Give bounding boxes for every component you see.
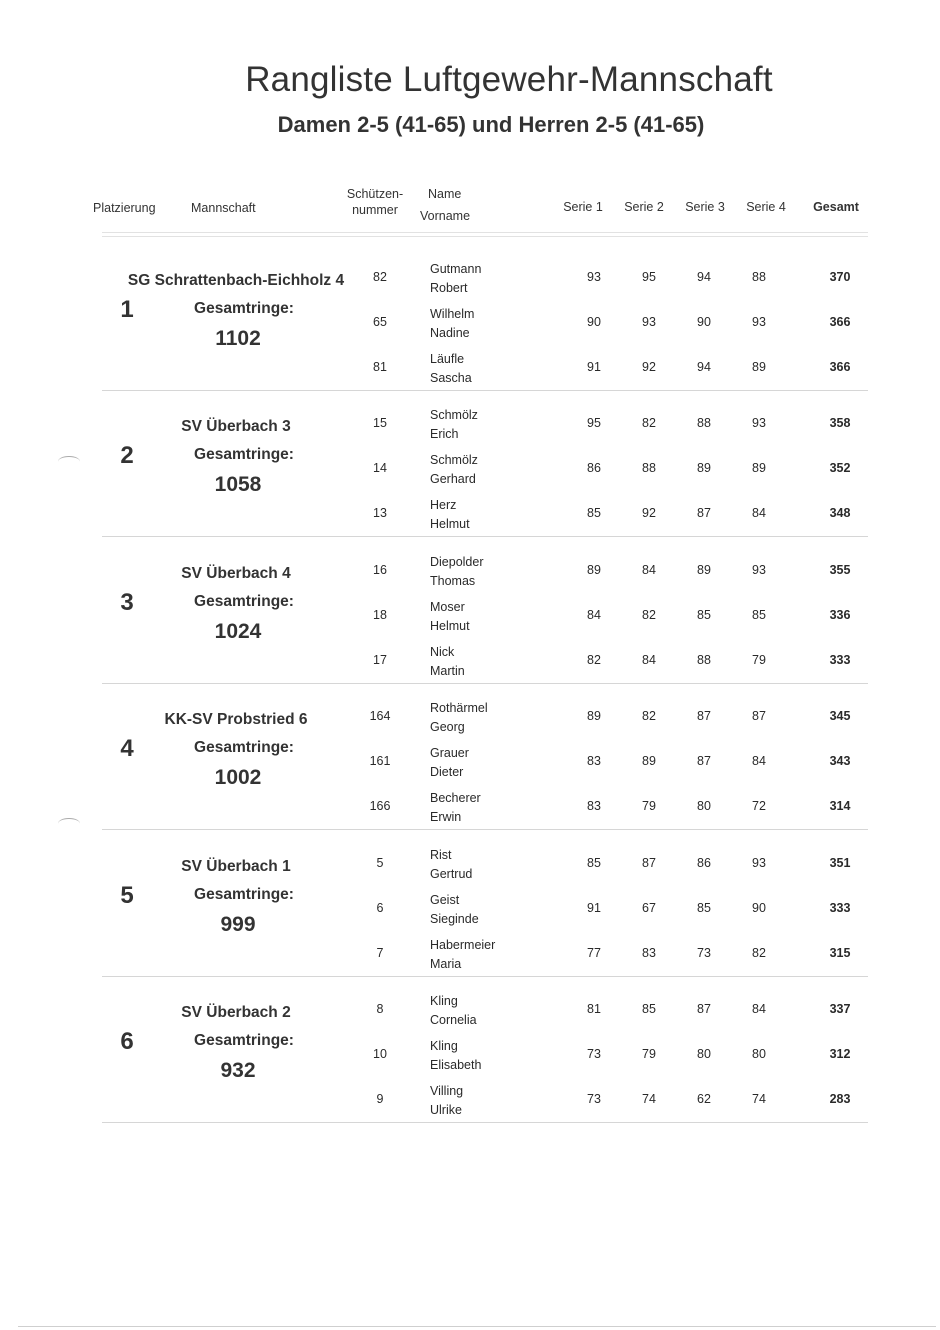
- shooter-last-name: Rothärmel: [430, 701, 488, 715]
- series-4-score: 93: [752, 563, 766, 577]
- team-total-label: Gesamtringe:: [194, 300, 294, 317]
- series-3-score: 94: [697, 270, 711, 284]
- series-3-score: 85: [697, 901, 711, 915]
- team-total-label: Gesamtringe:: [194, 446, 294, 463]
- series-3-score: 87: [697, 1002, 711, 1016]
- series-1-score: 83: [587, 754, 601, 768]
- shooter-first-name: Sieginde: [430, 912, 479, 926]
- series-3-score: 80: [697, 799, 711, 813]
- shooter-last-name: Becherer: [430, 791, 481, 805]
- series-2-score: 67: [642, 901, 656, 915]
- shooter-first-name: Elisabeth: [430, 1058, 482, 1072]
- team-total-label: Gesamtringe:: [194, 1032, 294, 1049]
- series-1-score: 89: [587, 709, 601, 723]
- header-team: Mannschaft: [191, 201, 256, 215]
- shooter-name: [430, 846, 472, 884]
- series-2-score: 82: [642, 608, 656, 622]
- series-2-score: 84: [642, 653, 656, 667]
- shooter-total-score: 283: [829, 1092, 851, 1106]
- shooter-total-score: 333: [829, 653, 851, 667]
- series-4-score: 89: [752, 360, 766, 374]
- series-3-score: 62: [697, 1092, 711, 1106]
- shooter-name: [430, 260, 481, 298]
- shooter-last-name: Gutmann: [430, 262, 482, 276]
- series-2-score: 84: [642, 563, 656, 577]
- shooter-number: 8: [376, 1002, 384, 1016]
- shooter-last-name: Läufle: [430, 352, 465, 366]
- shooter-first-name: Erwin: [430, 810, 462, 824]
- shooter-total-score: 333: [829, 901, 851, 915]
- shooter-number: 5: [376, 856, 384, 870]
- shooter-last-name: Moser: [430, 600, 465, 614]
- series-4-score: 93: [752, 856, 766, 870]
- shooter-last-name: Nick: [430, 645, 455, 659]
- shooter-row: [102, 639, 868, 683]
- series-1-score: 77: [587, 946, 601, 960]
- series-2-score: 92: [642, 360, 656, 374]
- shooter-number: 7: [376, 946, 384, 960]
- team-place: 2: [120, 442, 134, 469]
- shooter-name: [430, 598, 470, 636]
- team-total-rings: 1058: [214, 473, 262, 496]
- series-4-score: 84: [752, 506, 766, 520]
- shooter-row: [102, 256, 868, 300]
- team-name: SV Überbach 1: [181, 858, 291, 875]
- series-4-score: 85: [752, 608, 766, 622]
- header-series-4: Serie 4: [746, 200, 786, 214]
- shooter-name: [430, 643, 465, 681]
- shooter-first-name: Erich: [430, 427, 459, 441]
- header-series-2: Serie 2: [624, 200, 664, 214]
- header-placement: Platzierung: [93, 201, 156, 215]
- margin-mark: [58, 818, 80, 829]
- series-2-score: 83: [642, 946, 656, 960]
- shooter-last-name: Schmölz: [430, 408, 478, 422]
- series-4-score: 88: [752, 270, 766, 284]
- shooter-number: 6: [376, 901, 384, 915]
- header-first-name: Vorname: [420, 209, 471, 223]
- shooter-number: 10: [373, 1047, 387, 1061]
- series-3-score: 90: [697, 315, 711, 329]
- series-4-score: 90: [752, 901, 766, 915]
- shooter-row: [102, 695, 868, 739]
- shooter-total-score: 337: [829, 1002, 851, 1016]
- team-name: SV Überbach 3: [181, 418, 291, 435]
- shooter-row: [102, 740, 868, 784]
- series-3-score: 87: [697, 709, 711, 723]
- shooter-first-name: Sascha: [430, 371, 472, 385]
- shooter-row: [102, 301, 868, 345]
- shooter-number: 17: [373, 653, 387, 667]
- shooter-number: 13: [373, 506, 387, 520]
- series-3-score: 87: [697, 506, 711, 520]
- shooter-total-score: 336: [829, 608, 851, 622]
- shooter-first-name: Thomas: [430, 574, 476, 588]
- header-shooter-number: Schützen- nummer: [346, 187, 404, 217]
- shooter-row: [102, 1078, 868, 1122]
- margin-mark: [58, 456, 80, 467]
- team-block: [102, 390, 868, 536]
- shooter-number: 9: [376, 1092, 384, 1106]
- series-2-score: 79: [642, 799, 656, 813]
- shooter-first-name: Dieter: [430, 765, 464, 779]
- shooter-row: [102, 887, 868, 931]
- shooter-name: [430, 699, 488, 737]
- shooter-total-score: 355: [829, 563, 851, 577]
- shooter-total-score: 358: [829, 416, 851, 430]
- series-2-score: 88: [642, 461, 656, 475]
- team-block: [102, 683, 868, 829]
- shooter-last-name: Diepolder: [430, 555, 484, 569]
- series-4-score: 79: [752, 653, 766, 667]
- header-rule: [102, 232, 868, 233]
- series-3-score: 88: [697, 416, 711, 430]
- shooter-first-name: Helmut: [430, 619, 470, 633]
- shooter-total-score: 314: [829, 799, 851, 813]
- series-2-score: 74: [642, 1092, 656, 1106]
- team-name: SV Überbach 4: [181, 565, 291, 582]
- series-1-score: 82: [587, 653, 601, 667]
- header-rule-second: [102, 236, 868, 237]
- team-total-rings: 932: [220, 1059, 256, 1082]
- series-1-score: 73: [587, 1047, 601, 1061]
- shooter-number: 14: [373, 461, 387, 475]
- series-1-score: 91: [587, 360, 601, 374]
- series-4-score: 93: [752, 416, 766, 430]
- shooter-row: [102, 549, 868, 593]
- shooter-number: 15: [373, 416, 387, 430]
- series-4-score: 93: [752, 315, 766, 329]
- series-4-score: 72: [752, 799, 766, 813]
- team-total-label: Gesamtringe:: [194, 886, 294, 903]
- series-2-score: 79: [642, 1047, 656, 1061]
- shooter-row: [102, 785, 868, 829]
- shooter-number: 16: [373, 563, 387, 577]
- shooter-first-name: Martin: [430, 664, 465, 678]
- shooter-name: [430, 496, 470, 534]
- shooter-name: [430, 789, 481, 827]
- page-title: Rangliste Luftgewehr-Mannschaft: [245, 60, 773, 99]
- header-series-1: Serie 1: [563, 200, 603, 214]
- shooter-first-name: Robert: [430, 281, 468, 295]
- shooter-first-name: Helmut: [430, 517, 470, 531]
- shooter-first-name: Georg: [430, 720, 465, 734]
- shooter-row: [102, 1033, 868, 1077]
- team-name: KK-SV Probstried 6: [164, 711, 308, 728]
- shooter-total-score: 315: [829, 946, 851, 960]
- team-place: 5: [120, 882, 134, 909]
- shooter-number: 164: [369, 709, 391, 723]
- shooter-total-score: 366: [829, 360, 851, 374]
- team-place: 6: [120, 1028, 134, 1055]
- shooter-total-score: 345: [829, 709, 851, 723]
- team-block: [102, 537, 868, 683]
- series-1-score: 85: [587, 856, 601, 870]
- series-1-score: 73: [587, 1092, 601, 1106]
- series-3-score: 73: [697, 946, 711, 960]
- series-1-score: 85: [587, 506, 601, 520]
- shooter-total-score: 352: [829, 461, 851, 475]
- shooter-total-score: 348: [829, 506, 851, 520]
- header-name: Name: [428, 187, 462, 201]
- team-place: 1: [120, 296, 134, 323]
- shooter-last-name: Habermeier: [430, 938, 496, 952]
- team-place: 4: [120, 735, 134, 762]
- series-1-score: 93: [587, 270, 601, 284]
- series-1-score: 90: [587, 315, 601, 329]
- team-divider: [102, 1122, 868, 1123]
- series-2-score: 89: [642, 754, 656, 768]
- team-name: SV Überbach 2: [181, 1004, 291, 1021]
- series-1-score: 84: [587, 608, 601, 622]
- shooter-first-name: Gerhard: [430, 472, 476, 486]
- shooter-first-name: Cornelia: [430, 1013, 477, 1027]
- shooter-last-name: Kling: [430, 1039, 458, 1053]
- series-1-score: 95: [587, 416, 601, 430]
- series-4-score: 74: [752, 1092, 766, 1106]
- team-block: [102, 976, 868, 1122]
- shooter-last-name: Rist: [430, 848, 452, 862]
- series-1-score: 91: [587, 901, 601, 915]
- header-series-3: Serie 3: [685, 200, 725, 214]
- series-3-score: 88: [697, 653, 711, 667]
- series-2-score: 82: [642, 709, 656, 723]
- series-1-score: 83: [587, 799, 601, 813]
- series-3-score: 87: [697, 754, 711, 768]
- shooter-row: [102, 346, 868, 390]
- page-subtitle: Damen 2-5 (41-65) und Herren 2-5 (41-65): [277, 112, 705, 137]
- series-3-score: 80: [697, 1047, 711, 1061]
- shooter-total-score: 312: [829, 1047, 851, 1061]
- shooter-first-name: Maria: [430, 957, 462, 971]
- shooter-row: [102, 988, 868, 1032]
- shooter-first-name: Gertrud: [430, 867, 473, 881]
- series-1-score: 86: [587, 461, 601, 475]
- shooter-last-name: Wilhelm: [430, 307, 475, 321]
- team-total-rings: 1002: [214, 766, 262, 789]
- shooter-name: [430, 891, 479, 929]
- shooter-row: [102, 447, 868, 491]
- shooter-last-name: Grauer: [430, 746, 469, 760]
- shooter-name: [430, 553, 484, 591]
- series-3-score: 94: [697, 360, 711, 374]
- series-4-score: 84: [752, 1002, 766, 1016]
- shooter-total-score: 351: [829, 856, 851, 870]
- shooter-number: 161: [369, 754, 391, 768]
- shooter-total-score: 370: [829, 270, 851, 284]
- shooter-row: [102, 932, 868, 976]
- shooter-row: [102, 492, 868, 536]
- shooter-name: [430, 1082, 463, 1120]
- series-4-score: 89: [752, 461, 766, 475]
- shooter-name: [430, 406, 478, 444]
- series-4-score: 84: [752, 754, 766, 768]
- shooter-row: [102, 842, 868, 886]
- series-2-score: 95: [642, 270, 656, 284]
- series-3-score: 89: [697, 461, 711, 475]
- shooter-name: [430, 744, 469, 782]
- team-place: 3: [120, 589, 134, 616]
- series-2-score: 92: [642, 506, 656, 520]
- series-2-score: 82: [642, 416, 656, 430]
- series-1-score: 81: [587, 1002, 601, 1016]
- team-total-rings: 999: [220, 913, 256, 936]
- shooter-number: 82: [373, 270, 387, 284]
- shooter-first-name: Nadine: [430, 326, 470, 340]
- series-2-score: 87: [642, 856, 656, 870]
- shooter-number: 81: [373, 360, 387, 374]
- header-total: Gesamt: [813, 200, 859, 214]
- team-total-label: Gesamtringe:: [194, 739, 294, 756]
- series-2-score: 85: [642, 1002, 656, 1016]
- team-block: [102, 244, 868, 390]
- shooter-name: [430, 305, 474, 343]
- team-total-label: Gesamtringe:: [194, 593, 294, 610]
- shooter-name: [430, 350, 472, 388]
- shooter-number: 65: [373, 315, 387, 329]
- shooter-last-name: Schmölz: [430, 453, 478, 467]
- shooter-name: [430, 1037, 481, 1075]
- shooter-number: 18: [373, 608, 387, 622]
- shooter-last-name: Villing: [430, 1084, 464, 1098]
- team-name: SG Schrattenbach-Eichholz 4: [127, 272, 345, 289]
- team-block: [102, 830, 868, 976]
- team-total-rings: 1102: [215, 327, 261, 350]
- shooter-name: [430, 936, 495, 974]
- series-2-score: 93: [642, 315, 656, 329]
- shooter-last-name: Geist: [430, 893, 460, 907]
- shooter-last-name: Herz: [430, 498, 457, 512]
- team-total-rings: 1024: [214, 620, 262, 643]
- shooter-row: [102, 594, 868, 638]
- series-1-score: 89: [587, 563, 601, 577]
- shooter-total-score: 366: [829, 315, 851, 329]
- series-3-score: 89: [697, 563, 711, 577]
- shooter-number: 166: [369, 799, 391, 813]
- shooter-last-name: Kling: [430, 994, 458, 1008]
- page-edge: [18, 1326, 936, 1327]
- shooter-first-name: Ulrike: [430, 1103, 462, 1117]
- series-3-score: 85: [697, 608, 711, 622]
- series-4-score: 80: [752, 1047, 766, 1061]
- series-3-score: 86: [697, 856, 711, 870]
- series-4-score: 87: [752, 709, 766, 723]
- shooter-name: [430, 451, 478, 489]
- shooter-row: [102, 402, 868, 446]
- shooter-total-score: 343: [829, 754, 851, 768]
- shooter-name: [430, 992, 477, 1030]
- series-4-score: 82: [752, 946, 766, 960]
